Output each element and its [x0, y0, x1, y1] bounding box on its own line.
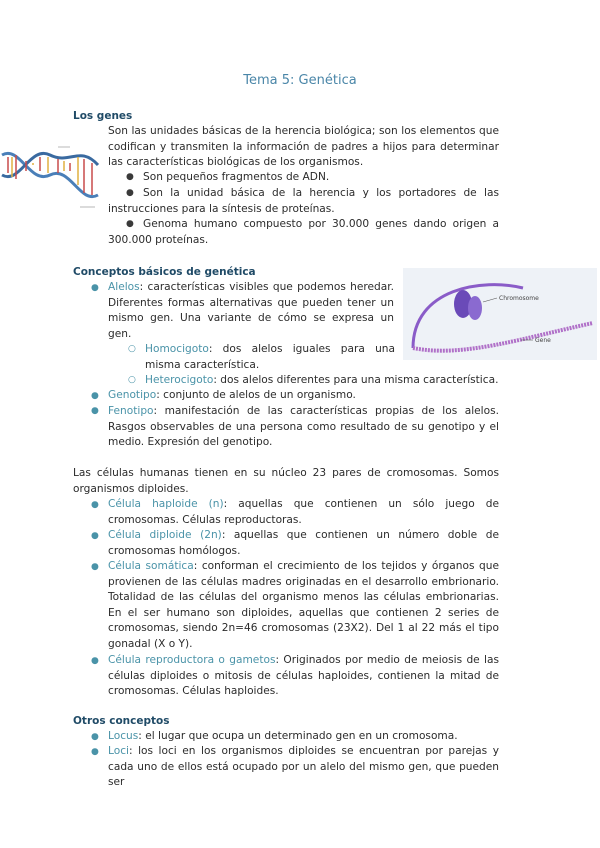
bullet-dot: ●: [91, 732, 99, 742]
haploide-paragraph: [108, 497, 499, 528]
heterocigoto-paragraph: [145, 373, 525, 389]
somatica-paragraph: [108, 559, 499, 653]
gene-label: Gene: [535, 337, 551, 344]
heading-los-genes: Los genes: [73, 110, 133, 122]
fenotipo-paragraph: [108, 404, 499, 451]
chromosome-image: [403, 268, 597, 360]
bullet-dot: ●: [91, 500, 99, 510]
heading-conceptos: Conceptos básicos de genética: [73, 266, 256, 278]
diploide-paragraph: [108, 528, 499, 559]
alelos-term: Alelos: [108, 281, 140, 293]
somatica-text: : conforman el crecimiento de los tejidos y órganos que provienen de las células madres originadas en el desarrollo embrionario. Totalidad de las células del organismo menos las células embrionarias. En el ser humano son diploides, aquellas que contienen 2 series de cromosomas, siendo 2n=46 cromosomas (23X2). Del 1 al 22 más el tipo gonadal (X o Y).: [108, 560, 499, 650]
locus-text: : el lugar que ocupa un determinado gen en un cromosoma.: [138, 730, 458, 742]
heterocigoto-text: : dos alelos diferentes para una misma característica.: [213, 374, 499, 386]
loci-text: : los loci en los organismos diploides se encuentran por parejas y cada uno de ellos está ocupado por un alelo del mismo gen, que pueden ser: [108, 745, 499, 789]
diploide-term: Célula diploide (2n): [108, 529, 222, 541]
circle-bullet: ○: [128, 375, 136, 385]
homocigoto-text: : dos alelos iguales para una misma característica.: [145, 343, 395, 371]
genes-bullet-3: Genoma humano compuesto por 30.000 genes dando origen a 300.000 proteínas.: [108, 218, 499, 246]
alelos-paragraph: [108, 280, 394, 342]
genotipo-text: : conjunto de alelos de un organismo.: [156, 389, 356, 401]
loci-term: Loci: [108, 745, 129, 757]
gametos-paragraph: [108, 653, 499, 700]
celulas-intro: Las células humanas tienen en su núcleo 23 pares de cromosomas. Somos organismos diploides.: [73, 467, 499, 495]
homocigoto-term: Homocigoto: [145, 343, 209, 355]
bullet-dot: ●: [91, 391, 99, 401]
genes-intro: Son las unidades básicas de la herencia biológica; son los elementos que codifican y transmiten la información de padres a hijos para determinar las características biológicas de los organismos.: [108, 125, 499, 169]
chromosome-label: Chromosome: [499, 295, 539, 302]
homocigoto-paragraph: [145, 342, 395, 373]
genotipo-paragraph: [108, 388, 499, 404]
heterocigoto-term: Heterocigoto: [145, 374, 214, 386]
page-title: Tema 5: Genética: [243, 73, 357, 88]
bullet-dot: ●: [126, 188, 134, 198]
bullet-dot: ●: [126, 172, 134, 182]
bullet-dot: ●: [91, 283, 99, 293]
dna-image: [0, 135, 100, 219]
bullet-dot: ●: [126, 219, 134, 229]
somatica-term: Célula somática: [108, 560, 194, 572]
genes-bullet-1: Son pequeños fragmentos de ADN.: [143, 171, 330, 183]
bullet-dot: ●: [91, 562, 99, 572]
locus-paragraph: [108, 729, 499, 745]
diploide-text: : aquellas que contienen un número doble de cromosomas homólogos.: [108, 529, 499, 557]
alelos-text: : características visibles que podemos heredar. Diferentes formas alternativas que pueden tener un mismo gen. Una variante de cómo se expresa un gen.: [108, 281, 394, 340]
haploide-term: Célula haploide (n): [108, 498, 224, 510]
locus-term: Locus: [108, 730, 139, 742]
gametos-term: Célula reproductora o gametos: [108, 654, 276, 666]
heading-otros: Otros conceptos: [73, 715, 170, 727]
genotipo-term: Genotipo: [108, 389, 157, 401]
loci-paragraph: [108, 744, 499, 791]
fenotipo-text: : manifestación de las características propias de los alelos. Rasgos observables de una persona como resultado de su genotipo y el medio. Expresión del genotipo.: [108, 405, 499, 449]
bullet-dot: ●: [91, 656, 99, 666]
fenotipo-term: Fenotipo: [108, 405, 154, 417]
bullet-dot: ●: [91, 406, 99, 416]
circle-bullet: ○: [128, 344, 136, 354]
bullet-dot: ●: [91, 747, 99, 757]
bullet-dot: ●: [91, 531, 99, 541]
genes-bullet-2: Son la unidad básica de la herencia y los portadores de las instrucciones para la síntesis de proteínas.: [108, 187, 499, 215]
haploide-text: : aquellas que contienen un sólo juego de cromosomas. Células reproductoras.: [108, 498, 499, 526]
gametos-text: : Originados por medio de meiosis de las células diploides o mitosis de células haploides, contienen la mitad de cromosomas. Células haploides.: [108, 654, 500, 698]
